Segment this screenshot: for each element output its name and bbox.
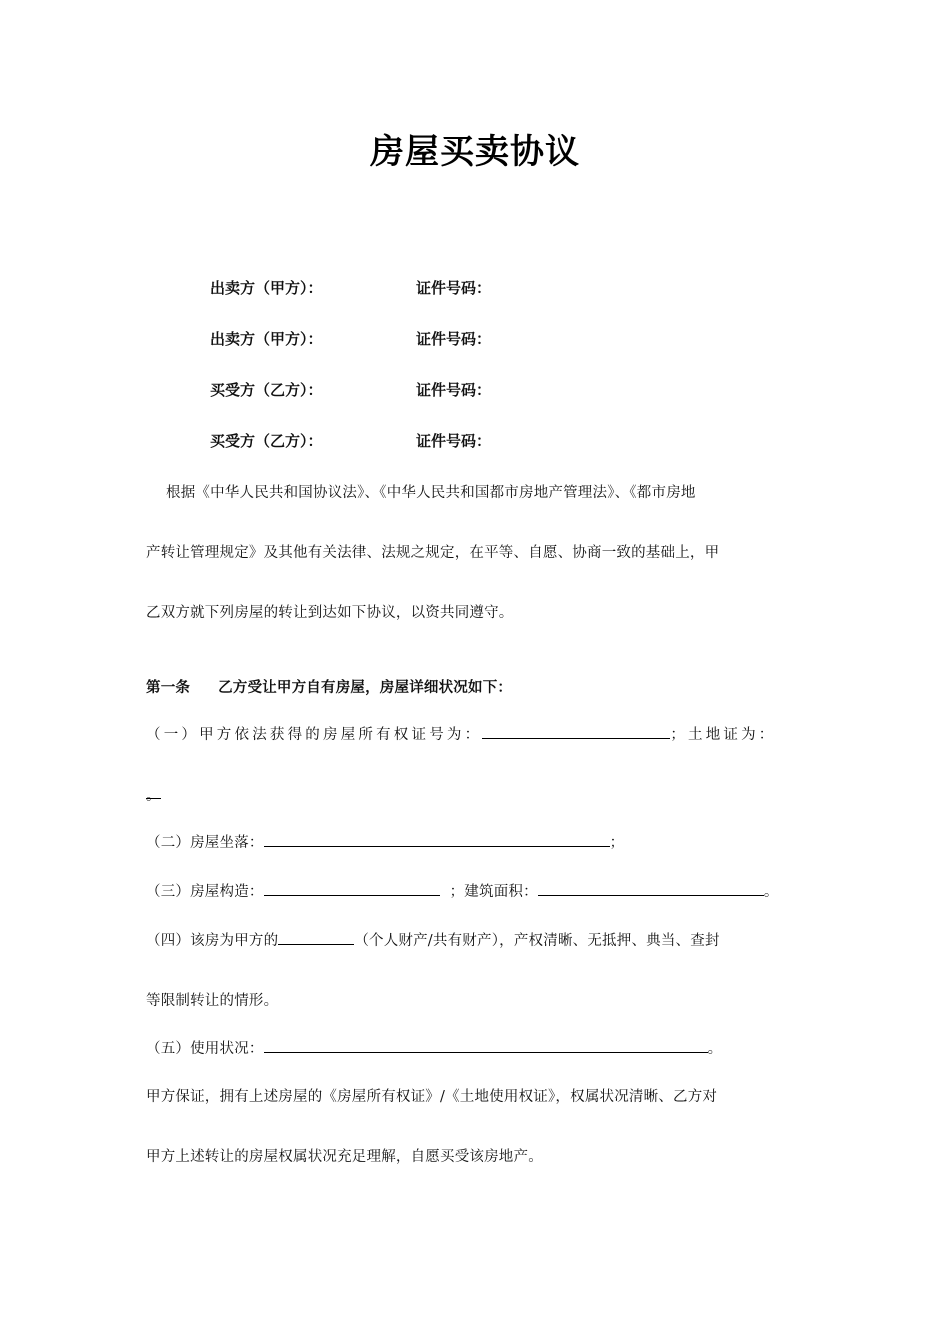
property-type-blank bbox=[278, 930, 354, 945]
item-2-text: （二）房屋坐落： bbox=[146, 835, 264, 851]
party-role-label: 出卖方（甲方）： bbox=[210, 330, 323, 348]
preamble-line-1: 根据《中华人民共和国协议法》、《中华人民共和国都市房地产管理法》、《都市房地 bbox=[166, 485, 696, 501]
item-4-line bbox=[146, 929, 720, 950]
area-blank bbox=[538, 881, 764, 896]
preamble-line-2: 产转让管理规定》及其他有关法律、法规之规定，在平等、自愿、协商一致的基础上，甲 bbox=[146, 545, 720, 561]
item-5-text: （五）使用状况： bbox=[146, 1041, 264, 1057]
item-2-end: ； bbox=[609, 835, 625, 851]
id-number-label: 证件号码： bbox=[416, 330, 492, 348]
item-5-line bbox=[146, 1037, 722, 1058]
item-1-line bbox=[146, 723, 777, 744]
item-3-area-text: ；建筑面积： bbox=[449, 884, 538, 900]
item-3-end: 。 bbox=[763, 884, 779, 900]
article-title: 乙方受让甲方自有房屋，房屋详细状况如下： bbox=[218, 680, 513, 696]
party-row-buyer-2 bbox=[210, 430, 492, 451]
article-number: 第一条 bbox=[146, 680, 191, 696]
land-cert-blank: 。 bbox=[146, 784, 161, 799]
item-2-line bbox=[146, 831, 624, 852]
item-1-line-2 bbox=[146, 784, 161, 804]
item-5-end: 。 bbox=[707, 1041, 723, 1057]
item-4-text: （四）该房为甲方的 bbox=[146, 933, 279, 949]
party-row-buyer-1 bbox=[210, 379, 492, 400]
party-row-seller-1 bbox=[210, 277, 492, 298]
id-number-label: 证件号码： bbox=[416, 381, 492, 399]
preamble-line-3: 乙双方就下列房屋的转让到达如下协议，以资共同遵守。 bbox=[146, 605, 514, 621]
guarantee-line-2: 甲方上述转让的房屋权属状况充足理解，自愿买受该房地产。 bbox=[146, 1149, 543, 1165]
party-role-label: 买受方（乙方）： bbox=[210, 432, 323, 450]
item-4-line-2: 等限制转让的情形。 bbox=[146, 993, 279, 1009]
party-row-seller-2 bbox=[210, 328, 492, 349]
structure-blank bbox=[264, 881, 440, 896]
usage-blank bbox=[264, 1038, 708, 1053]
article-1-heading bbox=[146, 676, 512, 697]
item-3-text: （三）房屋构造： bbox=[146, 884, 264, 900]
document-title: 房屋买卖协议 bbox=[370, 132, 580, 172]
party-role-label: 出卖方（甲方）： bbox=[210, 279, 323, 297]
item-1-text: （一）甲方依法获得的房屋所有权证号为： bbox=[146, 727, 483, 743]
location-blank bbox=[264, 832, 610, 847]
id-number-label: 证件号码： bbox=[416, 432, 492, 450]
ownership-cert-blank bbox=[482, 724, 670, 739]
guarantee-line-1: 甲方保证，拥有上述房屋的《房屋所有权证》/《土地使用权证》，权属状况清晰、乙方对 bbox=[146, 1089, 718, 1105]
party-role-label: 买受方（乙方）： bbox=[210, 381, 323, 399]
item-4-text-2: （个人财产/共有财产），产权清晰、无抵押、典当、查封 bbox=[354, 933, 720, 949]
id-number-label: 证件号码： bbox=[416, 279, 492, 297]
item-3-line bbox=[146, 880, 779, 901]
item-1-land-text: ；土地证为： bbox=[670, 727, 777, 743]
